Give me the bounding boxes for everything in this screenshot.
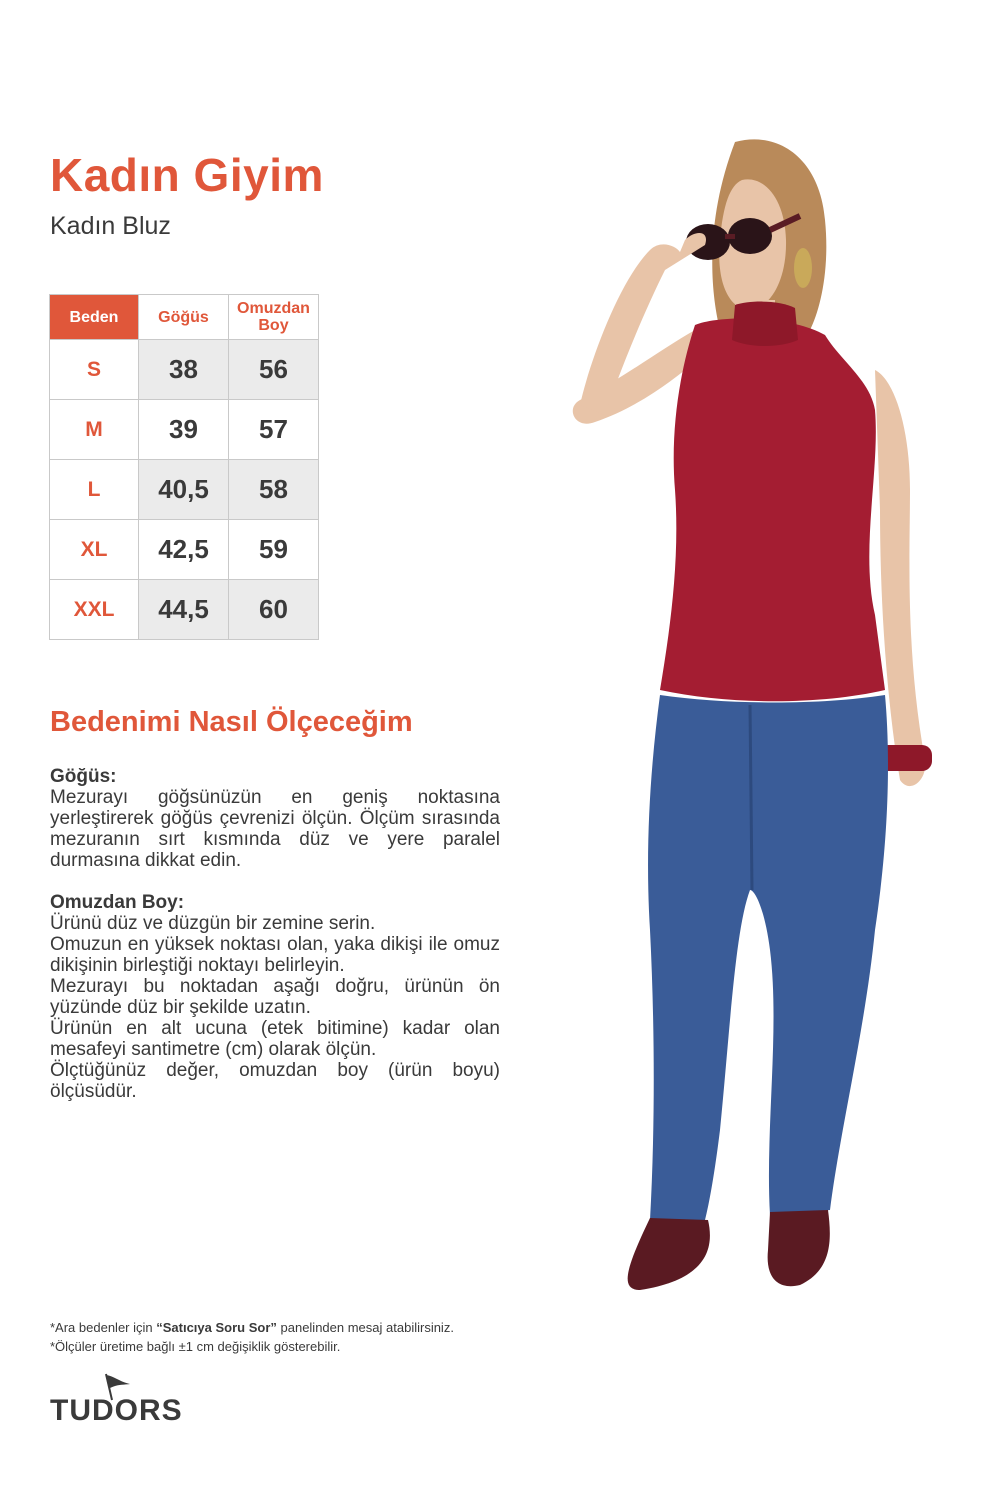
length-line: Ürünün en alt ucuna (etek bitimine) kadar olan mesafeyi santimetre (cm) olarak ölçün. [50, 1018, 500, 1060]
page-subtitle: Kadın Bluz [50, 212, 171, 240]
model-photo [480, 130, 980, 1300]
header-shoulder-line2: Boy [258, 317, 289, 334]
header-shoulder-line1: Omuzdan [237, 300, 310, 317]
size-cell: L [50, 460, 139, 520]
length-cell: 56 [229, 340, 319, 400]
length-cell: 59 [229, 520, 319, 580]
chest-cell: 39 [139, 400, 229, 460]
footnote-1-suffix: panelinden mesaj atabilirsiniz. [276, 1320, 454, 1335]
shoe-right-icon [768, 1210, 830, 1286]
length-cell: 57 [229, 400, 319, 460]
chest-guide [50, 766, 500, 871]
table-row [50, 580, 319, 640]
length-line: Mezurayı bu noktadan aşağı doğru, ürünün ön yüzünde düz bir şekilde uzatın. [50, 976, 500, 1018]
table-header-row [50, 295, 319, 340]
chest-cell: 44,5 [139, 580, 229, 640]
length-label: Omuzdan Boy: [50, 892, 185, 913]
size-chart-table [49, 294, 319, 640]
brand-logo [50, 1372, 190, 1432]
footnote-1-prefix: *Ara bedenler için [50, 1320, 157, 1335]
length-guide [50, 892, 500, 1102]
chest-cell: 38 [139, 340, 229, 400]
header-chest: Göğüs [139, 295, 229, 340]
footnote-1-highlight: “Satıcıya Soru Sor” [156, 1320, 277, 1335]
length-cell: 60 [229, 580, 319, 640]
footnote-2: *Ölçüler üretime bağlı ±1 cm değişiklik gösterebilir. [50, 1339, 341, 1354]
model-collar [732, 302, 798, 346]
chest-label: Göğüs: [50, 766, 117, 787]
footnotes [50, 1318, 454, 1356]
table-row [50, 340, 319, 400]
size-cell: XL [50, 520, 139, 580]
table-row [50, 520, 319, 580]
header-size: Beden [50, 295, 139, 340]
length-cell: 58 [229, 460, 319, 520]
guide-title: Bedenimi Nasıl Ölçeceğim [50, 706, 413, 738]
brand-logo-text: TUDORS [50, 1394, 183, 1427]
size-cell: M [50, 400, 139, 460]
chest-text: Mezurayı göğsünüzün en geniş noktasına yerleştirerek göğüs çevrenizi ölçün. Ölçüm sırasında mezuranın sırt kısmında düz ve yere paralel durmasına dikkat edin. [50, 787, 500, 871]
length-line: Ölçtüğünüz değer, omuzdan boy (ürün boyu) ölçüsüdür. [50, 1060, 500, 1102]
shoe-left-icon [628, 1218, 710, 1290]
header-shoulder-length [229, 295, 319, 340]
model-top [660, 318, 885, 701]
size-cell: S [50, 340, 139, 400]
model-jeans [648, 695, 888, 1220]
size-cell: XXL [50, 580, 139, 640]
length-line: Omuzun en yüksek noktası olan, yaka dikişi ile omuz dikişinin birleştiği noktayı belirleyin. [50, 934, 500, 976]
footnote-1 [50, 1318, 454, 1337]
length-line: Ürünü düz ve düzgün bir zemine serin. [50, 913, 376, 934]
measurement-guide [50, 766, 500, 1123]
table-row [50, 460, 319, 520]
page-title: Kadın Giyim [50, 149, 324, 201]
model-jeans-seam [750, 705, 752, 890]
chest-cell: 42,5 [139, 520, 229, 580]
chest-cell: 40,5 [139, 460, 229, 520]
earring-icon [794, 248, 812, 288]
table-row [50, 400, 319, 460]
